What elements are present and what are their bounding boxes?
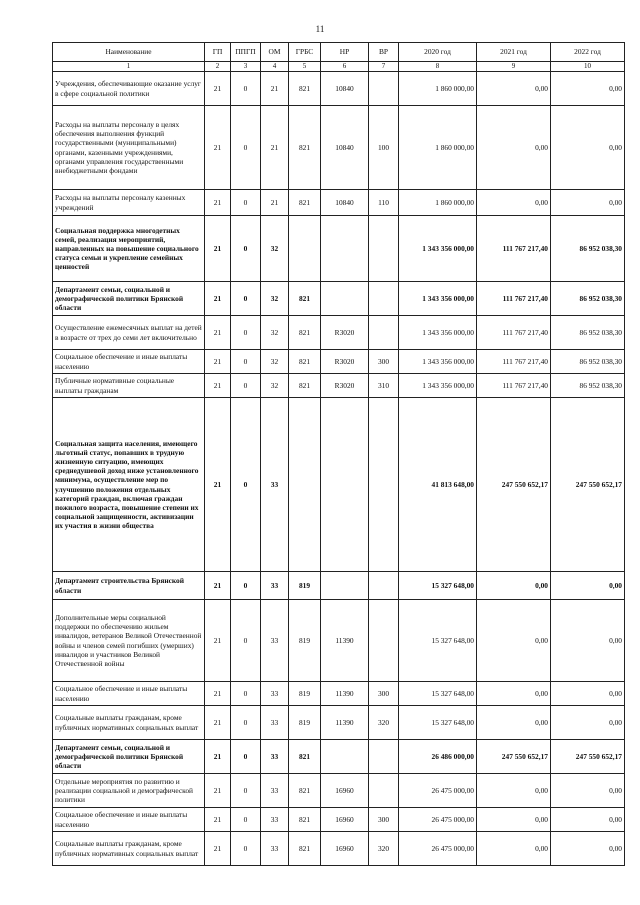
- table-cell: 1 343 356 000,00: [399, 350, 477, 374]
- table-cell: 0: [231, 72, 261, 106]
- table-cell: 15 327 648,00: [399, 572, 477, 600]
- table-cell: 21: [205, 398, 231, 572]
- table-cell: 821: [289, 106, 321, 190]
- table-cell: 0,00: [551, 706, 625, 740]
- table-cell: R3020: [321, 316, 369, 350]
- col-header: ППГП: [231, 43, 261, 62]
- table-cell: 21: [205, 72, 231, 106]
- table-cell: 0,00: [477, 600, 551, 682]
- table-cell: 0: [231, 282, 261, 316]
- table-cell: 1 343 356 000,00: [399, 374, 477, 398]
- table-cell: 1 343 356 000,00: [399, 216, 477, 282]
- table-cell: 0,00: [551, 72, 625, 106]
- col-index: 2: [205, 62, 231, 72]
- row-name-cell: Расходы на выплаты персоналу казенных учреждений: [53, 190, 205, 216]
- table-row: [53, 572, 625, 600]
- table-cell: 0,00: [551, 808, 625, 832]
- col-header: 2021 год: [477, 43, 551, 62]
- table-row: [53, 832, 625, 866]
- table-cell: 21: [205, 600, 231, 682]
- budget-table: [52, 42, 625, 866]
- table-row: [53, 350, 625, 374]
- table-cell: 21: [205, 572, 231, 600]
- col-index: 9: [477, 62, 551, 72]
- row-name-cell: Социальное обеспечение и иные выплаты населению: [53, 350, 205, 374]
- table-row: [53, 374, 625, 398]
- table-cell: 111 767 217,40: [477, 350, 551, 374]
- table-cell: [369, 72, 399, 106]
- table-cell: 21: [205, 106, 231, 190]
- table-cell: [321, 216, 369, 282]
- table-cell: 21: [205, 216, 231, 282]
- table-cell: 21: [205, 740, 231, 774]
- table-cell: R3020: [321, 350, 369, 374]
- table-cell: 247 550 652,17: [551, 740, 625, 774]
- table-cell: 821: [289, 190, 321, 216]
- table-cell: 821: [289, 374, 321, 398]
- table-cell: 32: [261, 282, 289, 316]
- table-cell: 11390: [321, 706, 369, 740]
- table-cell: 86 952 038,30: [551, 374, 625, 398]
- table-cell: [369, 740, 399, 774]
- table-cell: 16960: [321, 774, 369, 808]
- col-header: НР: [321, 43, 369, 62]
- table-row: [53, 282, 625, 316]
- table-cell: 0: [231, 316, 261, 350]
- table-row: [53, 808, 625, 832]
- table-row: [53, 600, 625, 682]
- table-cell: 86 952 038,30: [551, 216, 625, 282]
- table-cell: 33: [261, 740, 289, 774]
- col-header: ОМ: [261, 43, 289, 62]
- table-cell: 310: [369, 374, 399, 398]
- table-cell: 21: [261, 190, 289, 216]
- table-cell: [369, 398, 399, 572]
- table-cell: [369, 600, 399, 682]
- table-cell: R3020: [321, 374, 369, 398]
- table-cell: 0,00: [551, 190, 625, 216]
- table-cell: 33: [261, 774, 289, 808]
- table-cell: 0,00: [551, 572, 625, 600]
- col-header: ГП: [205, 43, 231, 62]
- table-cell: 0,00: [551, 600, 625, 682]
- table-cell: 0: [231, 808, 261, 832]
- table-cell: 819: [289, 572, 321, 600]
- row-name-cell: Социальная защита населения, имеющего льготный статус, попавших в трудную жизненную ситуацию, имеющих среднедушевой доход ниже установленного минимума, осуществление мер по улучшению положения отдельных категорий граждан, включая граждан пожилого возраста, повышение степени их социальной защищенности, активизации их участия в жизни общества: [53, 398, 205, 572]
- table-cell: 15 327 648,00: [399, 600, 477, 682]
- table-cell: 16960: [321, 832, 369, 866]
- table-cell: 0,00: [477, 190, 551, 216]
- table-cell: 86 952 038,30: [551, 282, 625, 316]
- row-name-cell: Социальная поддержка многодетных семей, реализация мероприятий, направленных на повышение социального статуса семьи и укрепление семейных ценностей: [53, 216, 205, 282]
- table-cell: 100: [369, 106, 399, 190]
- table-cell: 26 486 000,00: [399, 740, 477, 774]
- row-name-cell: Публичные нормативные социальные выплаты гражданам: [53, 374, 205, 398]
- table-cell: 21: [205, 190, 231, 216]
- table-cell: [321, 282, 369, 316]
- table-row: [53, 72, 625, 106]
- table-cell: 11390: [321, 600, 369, 682]
- table-row: [53, 190, 625, 216]
- table-cell: [369, 572, 399, 600]
- table-cell: 821: [289, 808, 321, 832]
- table-cell: 21: [205, 374, 231, 398]
- table-cell: 26 475 000,00: [399, 774, 477, 808]
- table-cell: 0: [231, 190, 261, 216]
- table-cell: 21: [205, 832, 231, 866]
- table-cell: 32: [261, 374, 289, 398]
- table-cell: [369, 282, 399, 316]
- col-index: 1: [53, 62, 205, 72]
- table-cell: 1 860 000,00: [399, 190, 477, 216]
- col-index: 4: [261, 62, 289, 72]
- table-cell: 33: [261, 706, 289, 740]
- table-cell: 33: [261, 600, 289, 682]
- table-cell: 300: [369, 808, 399, 832]
- page-number: 11: [315, 24, 325, 34]
- table-cell: 819: [289, 682, 321, 706]
- table-cell: 111 767 217,40: [477, 282, 551, 316]
- table-cell: 0: [231, 740, 261, 774]
- table-cell: 320: [369, 832, 399, 866]
- table-cell: [289, 216, 321, 282]
- row-name-cell: Социальное обеспечение и иные выплаты населению: [53, 682, 205, 706]
- row-name-cell: Учреждения, обеспечивающие оказание услуг в сфере социальной политики: [53, 72, 205, 106]
- table-cell: 0: [231, 374, 261, 398]
- table-cell: 0,00: [477, 106, 551, 190]
- row-name-cell: Расходы на выплаты персоналу в целях обеспечения выполнения функций государственными (муниципальными) органами, казенными учреждениями, органами управления государственными внебюджетными фондами: [53, 106, 205, 190]
- table-cell: 0: [231, 106, 261, 190]
- table-cell: 111 767 217,40: [477, 374, 551, 398]
- table-cell: 21: [205, 808, 231, 832]
- table-cell: 26 475 000,00: [399, 832, 477, 866]
- table-cell: 247 550 652,17: [477, 740, 551, 774]
- table-cell: 0: [231, 216, 261, 282]
- table-cell: 0,00: [477, 682, 551, 706]
- table-cell: 110: [369, 190, 399, 216]
- table-cell: 21: [261, 72, 289, 106]
- table-cell: 247 550 652,17: [551, 398, 625, 572]
- table-cell: 0,00: [551, 682, 625, 706]
- table-cell: 10840: [321, 106, 369, 190]
- table-cell: 21: [205, 682, 231, 706]
- table-cell: 16960: [321, 808, 369, 832]
- col-header: 2022 год: [551, 43, 625, 62]
- table-cell: 11390: [321, 682, 369, 706]
- table-cell: 33: [261, 808, 289, 832]
- table-row: [53, 216, 625, 282]
- table-cell: 21: [205, 316, 231, 350]
- table-row: [53, 706, 625, 740]
- table-cell: 21: [205, 350, 231, 374]
- table-cell: 0: [231, 350, 261, 374]
- col-index: 3: [231, 62, 261, 72]
- table-cell: [289, 398, 321, 572]
- table-cell: 33: [261, 572, 289, 600]
- table-cell: 26 475 000,00: [399, 808, 477, 832]
- table-row: [53, 740, 625, 774]
- table-cell: [321, 740, 369, 774]
- table-cell: 10840: [321, 190, 369, 216]
- col-index: 5: [289, 62, 321, 72]
- table-cell: 0,00: [477, 72, 551, 106]
- table-cell: 821: [289, 774, 321, 808]
- table-cell: [321, 398, 369, 572]
- table-cell: 0: [231, 774, 261, 808]
- table-row: [53, 774, 625, 808]
- table-cell: 821: [289, 350, 321, 374]
- col-index: 7: [369, 62, 399, 72]
- row-name-cell: Социальные выплаты гражданам, кроме публичных нормативных социальных выплат: [53, 706, 205, 740]
- table-cell: 819: [289, 706, 321, 740]
- table-cell: 21: [205, 774, 231, 808]
- table-cell: 21: [261, 106, 289, 190]
- table-row: [53, 316, 625, 350]
- row-name-cell: Департамент строительства Брянской области: [53, 572, 205, 600]
- table-cell: 0: [231, 682, 261, 706]
- table-cell: 247 550 652,17: [477, 398, 551, 572]
- table-cell: 0,00: [477, 774, 551, 808]
- table-cell: 0,00: [477, 808, 551, 832]
- table-body: [53, 72, 625, 866]
- table-cell: 33: [261, 682, 289, 706]
- table-cell: 1 860 000,00: [399, 72, 477, 106]
- table-cell: 0: [231, 600, 261, 682]
- table-cell: 111 767 217,40: [477, 316, 551, 350]
- table-cell: 15 327 648,00: [399, 682, 477, 706]
- table-cell: 821: [289, 740, 321, 774]
- col-index: 6: [321, 62, 369, 72]
- table-cell: 0,00: [477, 832, 551, 866]
- table-cell: 21: [205, 282, 231, 316]
- table-cell: 86 952 038,30: [551, 350, 625, 374]
- table-cell: 0,00: [551, 106, 625, 190]
- table-cell: 0: [231, 832, 261, 866]
- table-cell: 821: [289, 282, 321, 316]
- col-header: ВР: [369, 43, 399, 62]
- col-header: Наименование: [53, 43, 205, 62]
- table-cell: [321, 572, 369, 600]
- col-index: 10: [551, 62, 625, 72]
- table-row: [53, 106, 625, 190]
- col-header: 2020 год: [399, 43, 477, 62]
- table-cell: 0,00: [551, 774, 625, 808]
- table-cell: 32: [261, 350, 289, 374]
- table-cell: 300: [369, 682, 399, 706]
- table-cell: 300: [369, 350, 399, 374]
- table-cell: 1 343 356 000,00: [399, 282, 477, 316]
- table-cell: 819: [289, 600, 321, 682]
- table-row: [53, 398, 625, 572]
- table-cell: 41 813 648,00: [399, 398, 477, 572]
- table-cell: [369, 316, 399, 350]
- row-name-cell: Социальные выплаты гражданам, кроме публичных нормативных социальных выплат: [53, 832, 205, 866]
- table-cell: 1 343 356 000,00: [399, 316, 477, 350]
- table-cell: 0,00: [477, 706, 551, 740]
- table-cell: 1 860 000,00: [399, 106, 477, 190]
- table-cell: [369, 216, 399, 282]
- table-cell: 111 767 217,40: [477, 216, 551, 282]
- table-cell: 0: [231, 706, 261, 740]
- table-cell: 0,00: [551, 832, 625, 866]
- table-cell: 0,00: [477, 572, 551, 600]
- row-name-cell: Департамент семьи, социальной и демографической политики Брянской области: [53, 740, 205, 774]
- row-name-cell: Осуществление ежемесячных выплат на детей в возрасте от трех до семи лет включительно: [53, 316, 205, 350]
- table-cell: 33: [261, 832, 289, 866]
- table-cell: 15 327 648,00: [399, 706, 477, 740]
- row-name-cell: Департамент семьи, социальной и демографической политики Брянской области: [53, 282, 205, 316]
- table-cell: 32: [261, 316, 289, 350]
- row-name-cell: Социальное обеспечение и иные выплаты населению: [53, 808, 205, 832]
- table-cell: 10840: [321, 72, 369, 106]
- header-row: [53, 43, 625, 62]
- table-cell: 0: [231, 572, 261, 600]
- table-cell: 33: [261, 398, 289, 572]
- table-cell: 21: [205, 706, 231, 740]
- col-header: ГРБС: [289, 43, 321, 62]
- table-cell: [369, 774, 399, 808]
- table-cell: 0: [231, 398, 261, 572]
- table-cell: 821: [289, 832, 321, 866]
- table-cell: 86 952 038,30: [551, 316, 625, 350]
- table-cell: 821: [289, 316, 321, 350]
- row-name-cell: Дополнительные меры социальной поддержки по обеспечению жильем инвалидов, ветеранов Великой Отечественной войны и членов семей погибших (умерших) инвалидов и участников Великой Отечественной войны: [53, 600, 205, 682]
- col-index: 8: [399, 62, 477, 72]
- table-cell: 32: [261, 216, 289, 282]
- index-row: [53, 62, 625, 72]
- table-row: [53, 682, 625, 706]
- row-name-cell: Отдельные мероприятия по развитию и реализации социальной и демографической политики: [53, 774, 205, 808]
- table-cell: 320: [369, 706, 399, 740]
- table-cell: 821: [289, 72, 321, 106]
